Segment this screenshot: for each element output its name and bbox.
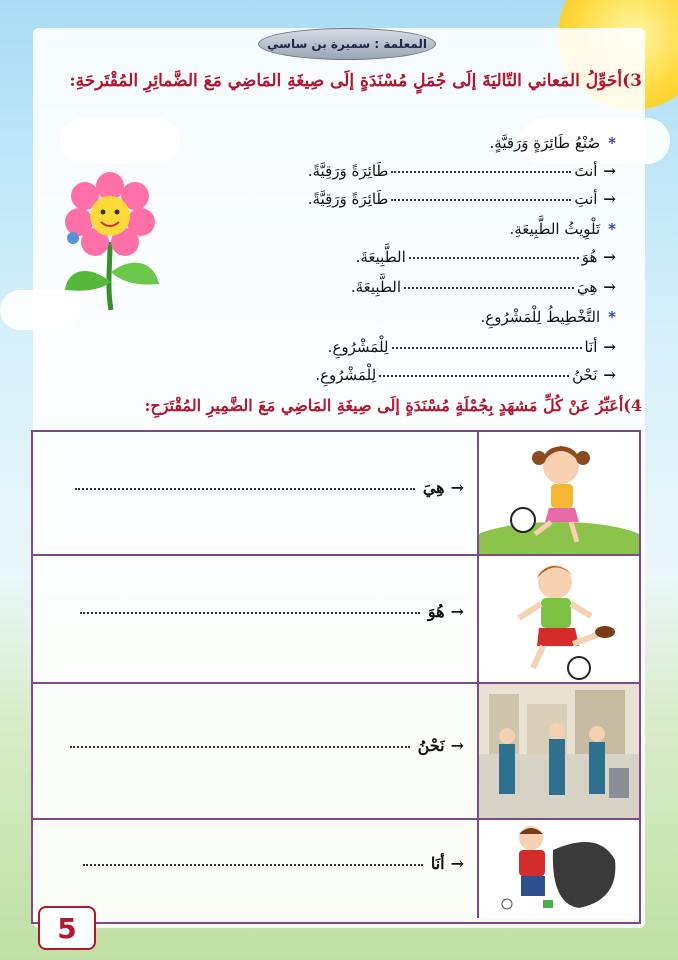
answer-line: →هُوَ xyxy=(80,602,464,621)
answer-blank[interactable] xyxy=(75,488,415,490)
fill-line: →هِيَالطَّبِيعَةَ. xyxy=(350,278,616,296)
answer-blank[interactable] xyxy=(83,864,423,866)
teacher-name-badge: المعلمة : سميرة بن ساسي xyxy=(258,28,436,60)
fill-line: →أنتِطَائِرَةً وَرَقِيَّةً. xyxy=(307,190,616,208)
question-3-instruction: 3)أحَوِّلُ المَعاني التّاليَةَ إلَى جُمَلٍ مُسْنَدَةٍ إلَى صِيغَةِ المَاضِي مَعَ الضَّمائِرِ المُقْتَرحَةِ: xyxy=(69,71,642,91)
arrow-left-icon: → xyxy=(603,366,616,384)
table-row xyxy=(33,820,639,918)
people-cleaning-street-picture xyxy=(477,684,639,818)
answer-blank[interactable] xyxy=(70,746,410,748)
girl-kicking-ball-picture xyxy=(477,432,639,554)
arrow-left-icon: → xyxy=(603,190,616,208)
arrow-left-icon: → xyxy=(603,162,616,180)
group-title: *التَّخْطِيطُ لِلْمَشْرُوعِ. xyxy=(480,308,616,326)
arrow-left-icon: → xyxy=(603,248,616,266)
flower-icon xyxy=(55,172,165,312)
blank-dots[interactable] xyxy=(404,287,574,289)
people-cleaning-street-icon xyxy=(479,684,639,818)
boy-collecting-trash-icon xyxy=(479,820,639,918)
girl-kicking-ball-icon xyxy=(479,432,639,554)
boy-collecting-trash-picture xyxy=(477,820,639,918)
arrow-left-icon: → xyxy=(450,478,464,497)
boy-kicking-ball-picture xyxy=(477,556,639,682)
fill-line: →أنَالِلْمَشْرُوعِ. xyxy=(327,338,616,356)
fill-line: →أنتَطَائِرَةً وَرَقِيَّةً. xyxy=(307,162,616,180)
answer-line: →هِيَ xyxy=(75,478,464,497)
question-4-instruction: 4)أعَبِّرُ عَنْ كُلِّ مَشهَدٍ بِجُمْلَةٍ مُسْنَدَةٍ إلَى صِيغَةِ المَاضِي مَعَ الضَّمِيرِ المُقْتَرَحِ: xyxy=(144,396,642,415)
arrow-left-icon: → xyxy=(603,338,616,356)
page-number: 5 xyxy=(38,906,96,950)
blank-dots[interactable] xyxy=(379,375,569,377)
arrow-left-icon: → xyxy=(450,854,464,873)
blank-dots[interactable] xyxy=(392,347,582,349)
fill-line: →نَحْنُلِلْمَشْرُوعِ. xyxy=(315,366,616,384)
star-bullet-icon: * xyxy=(608,308,616,326)
table-row xyxy=(33,556,639,684)
table-row xyxy=(33,432,639,556)
arrow-left-icon: → xyxy=(603,278,616,296)
blank-dots[interactable] xyxy=(391,199,571,201)
table-row xyxy=(33,684,639,820)
answer-table xyxy=(31,430,641,924)
star-bullet-icon: * xyxy=(608,134,616,152)
group-title: *صُنْعُ طَائِرَةٍ وَرَقيَّةٍ. xyxy=(489,134,616,152)
boy-kicking-ball-icon xyxy=(479,556,639,682)
star-bullet-icon: * xyxy=(608,220,616,238)
blank-dots[interactable] xyxy=(409,257,579,259)
arrow-left-icon: → xyxy=(450,736,464,755)
answer-blank[interactable] xyxy=(80,612,420,614)
answer-line: →نَحْنُ xyxy=(70,736,464,755)
group-title: *تَلْوِيثُ الطَّبِيعَةِ. xyxy=(509,220,616,238)
arrow-left-icon: → xyxy=(450,602,464,621)
answer-line: →أنَا xyxy=(83,854,464,873)
fill-line: →هُوَالطَّبِيعَةَ. xyxy=(355,248,616,266)
blank-dots[interactable] xyxy=(391,171,571,173)
